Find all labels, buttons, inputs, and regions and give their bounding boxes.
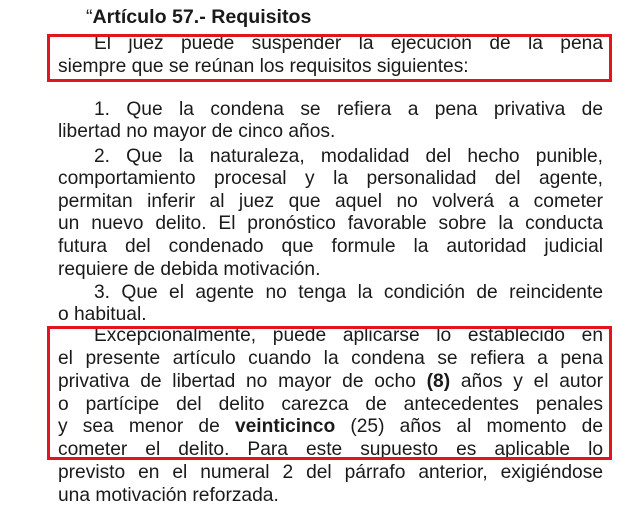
exception-line-3-tail: años y el autor bbox=[450, 371, 603, 392]
article-title bbox=[86, 6, 311, 29]
exception-line-1: Excepcionalmente, puede aplicarse lo establecido en bbox=[94, 325, 603, 346]
req2-line-4: un nuevo delito. El pronóstico favorable sobre la conducta bbox=[58, 213, 603, 234]
exception-line-8: una motivación reforzada. bbox=[58, 485, 279, 506]
intro-highlight-box bbox=[47, 34, 612, 82]
article-title-text: Artículo 57.- Requisitos bbox=[92, 6, 312, 28]
req1-line-1: 1. Que la condena se refiera a pena privativa de bbox=[94, 99, 603, 120]
req1-line-2: libertad no mayor de cinco años. bbox=[58, 121, 336, 142]
exception-line-7: previsto en el numeral 2 del párrafo anterior, exigiéndose bbox=[58, 462, 603, 483]
req2-line-1: 2. Que la naturaleza, modalidad del hecho punible, bbox=[94, 146, 603, 167]
exception-line-6: cometer el delito. Para este supuesto es aplicable lo bbox=[58, 439, 603, 460]
exception-line-2: el presente artículo cuando la condena se refiera a pena bbox=[58, 348, 603, 369]
opening-quote: “ bbox=[86, 6, 93, 28]
exception-line-3-text: privativa de libertad no mayor de ocho bbox=[58, 371, 427, 392]
req2-line-5: futura del condenado que formule la autoridad judicial bbox=[58, 236, 603, 257]
intro-line-1: El juez puede suspender la ejecución de la pena bbox=[94, 33, 603, 54]
intro-line-2: siempre que se reúnan los requisitos siguientes: bbox=[58, 56, 469, 77]
exception-line-5-text: y sea menor de bbox=[58, 416, 235, 437]
req3-line-2: o habitual. bbox=[58, 304, 147, 325]
exception-line-5-tail: (25) años al momento de bbox=[335, 416, 603, 437]
req3-line-1: 3. Que el agente no tenga la condición de reincidente bbox=[94, 282, 603, 303]
req2-line-3: permitan inferir al juez que aquel no volverá a cometer bbox=[58, 191, 603, 212]
exception-highlight-box bbox=[47, 326, 612, 460]
exception-word-veinticinco: veinticinco bbox=[234, 416, 336, 437]
req2-line-2: comportamiento procesal y la personalidad del agente, bbox=[58, 168, 603, 189]
exception-line-4: o partícipe del delito carezca de antecedentes penales bbox=[58, 394, 603, 415]
req2-line-6: requiere de debida motivación. bbox=[58, 259, 321, 280]
exception-number-eight: (8) bbox=[426, 371, 451, 392]
